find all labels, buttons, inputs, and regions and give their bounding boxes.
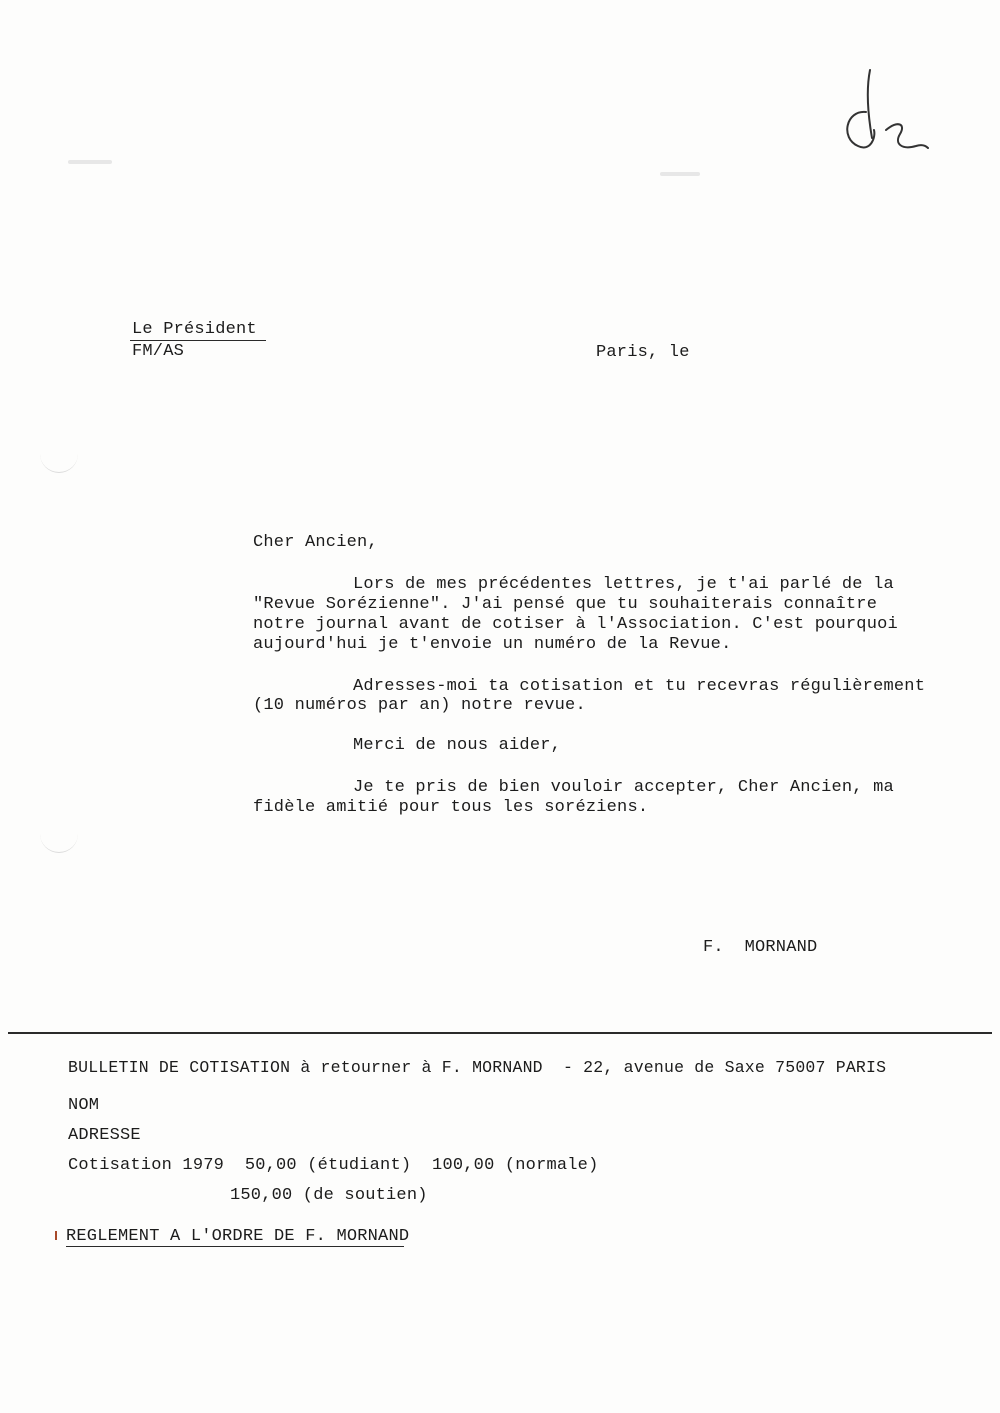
paragraph-line: (10 numéros par an) notre revue.	[253, 696, 586, 715]
paragraph-line: aujourd'hui je t'envoie un numéro de la Revue.	[253, 635, 732, 654]
scan-smudge	[660, 172, 700, 176]
nom-field-label: NOM	[68, 1096, 100, 1115]
cotisation-options: Cotisation 1979 50,00 (étudiant) 100,00 (normale)	[68, 1156, 599, 1175]
handwritten-initials-mark	[836, 60, 932, 160]
punch-hole-mark	[40, 830, 78, 853]
adresse-field-label: ADRESSE	[68, 1126, 141, 1145]
place-date: Paris, le	[596, 343, 690, 362]
paragraph-line: Lors de mes précédentes lettres, je t'ai parlé de la	[353, 575, 894, 594]
bulletin-header: BULLETIN DE COTISATION à retourner à F. MORNAND - 22, avenue de Saxe 75007 PARIS	[68, 1058, 887, 1077]
margin-tick-mark	[55, 1231, 57, 1240]
salutation: Cher Ancien,	[253, 533, 378, 552]
tear-off-line	[8, 1032, 992, 1034]
signature: F. MORNAND	[703, 938, 818, 957]
paragraph-line: notre journal avant de cotiser à l'Association. C'est pourquoi	[253, 615, 898, 634]
reglement-instruction: REGLEMENT A L'ORDRE DE F. MORNAND	[66, 1227, 410, 1246]
paragraph-line: fidèle amitié pour tous les soréziens.	[253, 798, 649, 817]
punch-hole-mark	[40, 450, 78, 473]
scan-smudge	[68, 160, 112, 164]
paragraph-line: Adresses-moi ta cotisation et tu recevras régulièrement	[353, 677, 926, 696]
sender-title: Le Président	[132, 320, 257, 339]
reglement-underline	[66, 1246, 404, 1247]
sender-title-underline	[130, 340, 266, 341]
cotisation-options: 150,00 (de soutien)	[230, 1186, 428, 1205]
paragraph-line: "Revue Sorézienne". J'ai pensé que tu souhaiterais connaître	[253, 595, 878, 614]
paragraph-line: Merci de nous aider,	[353, 736, 562, 755]
paragraph-line: Je te pris de bien vouloir accepter, Cher Ancien, ma	[353, 778, 894, 797]
reference-code: FM/AS	[132, 342, 185, 361]
